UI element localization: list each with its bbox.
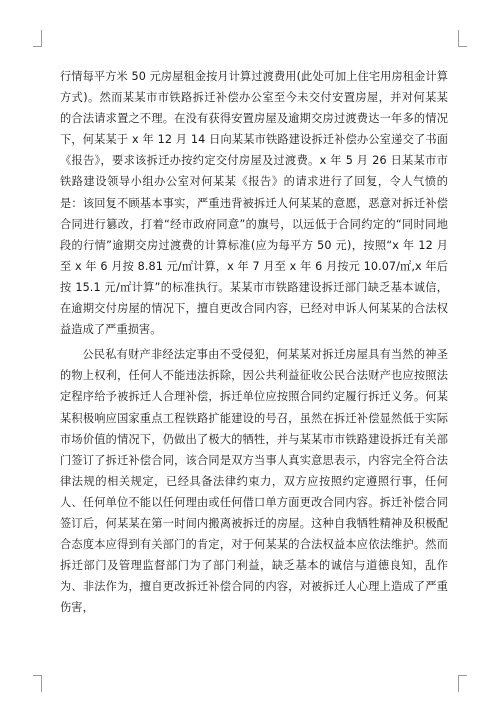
crop-mark-bottom-left — [33, 675, 42, 692]
paragraph-1: 行情每平方米 50 元房屋租金按月计算过渡费用(此处可加上住宅用房租金计算方式)。然而某某市市铁路拆迁补偿办公室至今未交付安置房屋，并对何某某的合法请求置之不理。在没有获得安置房屋及逾期交房过渡费达一年多的情况下，何某某于 x 年 12 月 14 日向某某市铁路建设拆迁补偿办公室递交了书面《报告》，要求该拆迁办按约定交付房屋及过渡费。x 年 5 月 26 日某某市市铁路建设领导小组办公室对何某某《报告》的请求进行了回复，令人气愤的是：该回复不顾基本事实，严重违背被拆迁人何某某的意愿，恶意对拆迁补偿合同进行篡改，打着“经市政府同意”的旗号，以远低于合同约定的“同时同地段的行情”逾期交房过渡费的计算标准(应为每平方 50 元)，按照“x 年 12 月至 x 年 6 月按 8.81 元/㎡计算，x 年 7 月至 x 年 6 月按元 10.07/㎡,x 年后按 15.1 元/㎡计算”的标准执行。某某市市铁路建设拆迁部门缺乏基本诚信，在逾期交付房屋的情况下，擅自更改合同内容，已经对申诉人何某某的合法权益造成了严重损害。 — [60, 70, 448, 337]
crop-mark-bottom-right — [458, 675, 467, 692]
crop-mark-top-left — [33, 30, 42, 47]
document-body — [60, 66, 448, 622]
paragraph-2: 公民私有财产非经法定事由不受侵犯，何某某对拆迁房屋具有当然的神圣的物上权利，任何人不能违法拆除，因公共利益征收公民合法财产也应按照法定程序给予被拆迁人合理补偿，拆迁单位应按照合同约定履行拆迁义务。何某某积极响应国家重点工程铁路扩能建设的号召，虽然在拆迁补偿显然低于实际市场价值的情况下，仍做出了极大的牺牲，并与某某市市铁路建设拆迁有关部门签订了拆迁补偿合同，该合同是双方当事人真实意思表示，内容完全符合法律法规的相关规定，已经具备法律约束力，双方应按照约定遵照行事，任何人、任何单位不能以任何理由或任何借口单方面更改合同内容。拆迁补偿合同签订后，何某某在第一时间内搬离被拆迁的房屋。这种自我牺牲精神及积极配合态度本应得到有关部门的肯定，对于何某某的合法权益本应依法维护。然而拆迁部门及管理监督部门为了部门利益，缺乏基本的诚信与道德良知，乱作为、非法作为，擅自更改拆迁补偿合同的内容，对被拆迁人心理上造成了严重伤害， — [60, 348, 448, 615]
crop-mark-top-right — [458, 30, 467, 47]
